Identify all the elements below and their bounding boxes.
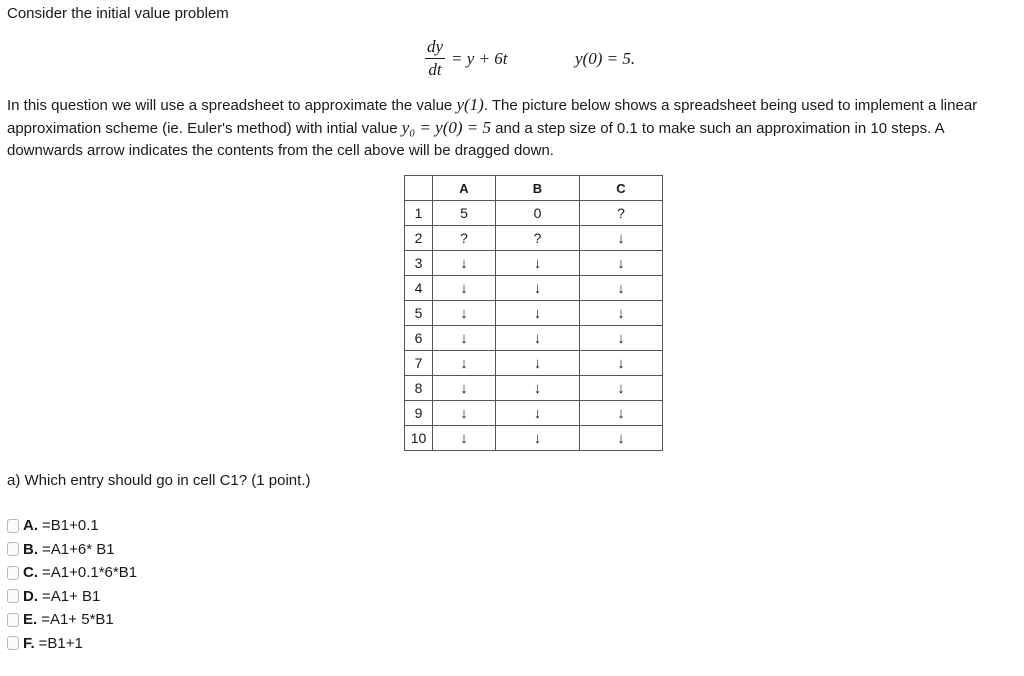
row-number: 3 [405,251,433,276]
cell-a4: ↓ [433,276,496,301]
row-number: 6 [405,326,433,351]
cell-b5: ↓ [496,301,580,326]
column-header-b: B [496,176,580,201]
spreadsheet-header-row [405,176,663,201]
option-f-checkbox[interactable] [7,636,19,650]
option-letter: C. [23,564,38,582]
table-row [405,276,663,301]
description-math-1: y(1) [456,95,484,114]
cell-a9: ↓ [433,401,496,426]
column-header-a: A [433,176,496,201]
row-number: 1 [405,201,433,226]
derivative-fraction [425,38,445,79]
row-number: 10 [405,426,433,451]
fraction-numerator: dy [425,38,445,59]
cell-a1: 5 [433,201,496,226]
option-text: =B1+0.1 [42,517,99,535]
table-row [405,376,663,401]
cell-b9: ↓ [496,401,580,426]
option-d-checkbox[interactable] [7,589,19,603]
cell-c8: ↓ [580,376,663,401]
cell-b2: ? [496,226,580,251]
cell-c6: ↓ [580,326,663,351]
table-row [405,401,663,426]
cell-c9: ↓ [580,401,663,426]
row-number: 7 [405,351,433,376]
option-text: =A1+0.1*6*B1 [42,564,138,582]
option-c-checkbox[interactable] [7,566,19,580]
cell-a8: ↓ [433,376,496,401]
initial-condition: y(0) = 5. [575,49,636,68]
table-row [405,251,663,276]
option-a-checkbox[interactable] [7,519,19,533]
option-text: =A1+ 5*B1 [41,611,114,629]
cell-b10: ↓ [496,426,580,451]
description-math-2: y₀ = y(0) = 5 [401,118,491,137]
question-text: a) Which entry should go in cell C1? (1 point.) [7,472,311,489]
problem-description [7,94,1019,162]
option-text: =A1+ B1 [42,587,101,605]
cell-b7: ↓ [496,351,580,376]
row-number: 5 [405,301,433,326]
option-e-checkbox[interactable] [7,613,19,627]
table-row [405,351,663,376]
cell-c1: ? [580,201,663,226]
row-number: 2 [405,226,433,251]
cell-c2: ↓ [580,226,663,251]
description-part-2: . The picture below shows a spreadsheet being used to implement a linear approximation scheme (ie. Euler's method) with intial value [7,97,978,137]
differential-equation [425,38,508,79]
table-row [405,201,663,226]
option-d[interactable] [7,585,137,609]
table-row [405,326,663,351]
cell-c7: ↓ [580,351,663,376]
equation-rhs: = y + 6t [451,48,508,68]
option-b[interactable] [7,538,137,562]
option-letter: F. [23,634,35,652]
fraction-denominator: dt [428,60,442,79]
cell-c5: ↓ [580,301,663,326]
option-letter: E. [23,611,38,629]
description-part-1: In this question we will use a spreadsheet to approximate the value [7,97,457,114]
option-f[interactable] [7,632,137,656]
cell-a6: ↓ [433,326,496,351]
cell-b8: ↓ [496,376,580,401]
cell-a5: ↓ [433,301,496,326]
option-letter: D. [23,587,38,605]
row-number: 4 [405,276,433,301]
table-row [405,301,663,326]
option-e[interactable] [7,608,137,632]
option-letter: B. [23,540,38,558]
spreadsheet-table [404,175,663,451]
cell-c10: ↓ [580,426,663,451]
corner-cell [405,176,433,201]
intro-text: Consider the initial value problem [7,5,229,22]
cell-c3: ↓ [580,251,663,276]
table-row [405,426,663,451]
cell-b3: ↓ [496,251,580,276]
cell-a3: ↓ [433,251,496,276]
option-text: =A1+6* B1 [42,540,115,558]
cell-b1: 0 [496,201,580,226]
column-header-c: C [580,176,663,201]
option-letter: A. [23,517,38,535]
cell-a7: ↓ [433,351,496,376]
option-a[interactable] [7,514,137,538]
table-row [405,226,663,251]
description-part-3: and a step size of 0.1 to make such an approximation in 10 steps. A downwards arrow indicates the contents from the cell above will be dragged down. [7,120,944,159]
option-c[interactable] [7,561,137,585]
cell-c4: ↓ [580,276,663,301]
row-number: 8 [405,376,433,401]
cell-a2: ? [433,226,496,251]
cell-b6: ↓ [496,326,580,351]
answer-options [7,514,137,655]
cell-b4: ↓ [496,276,580,301]
option-b-checkbox[interactable] [7,542,19,556]
cell-a10: ↓ [433,426,496,451]
row-number: 9 [405,401,433,426]
option-text: =B1+1 [38,634,83,652]
